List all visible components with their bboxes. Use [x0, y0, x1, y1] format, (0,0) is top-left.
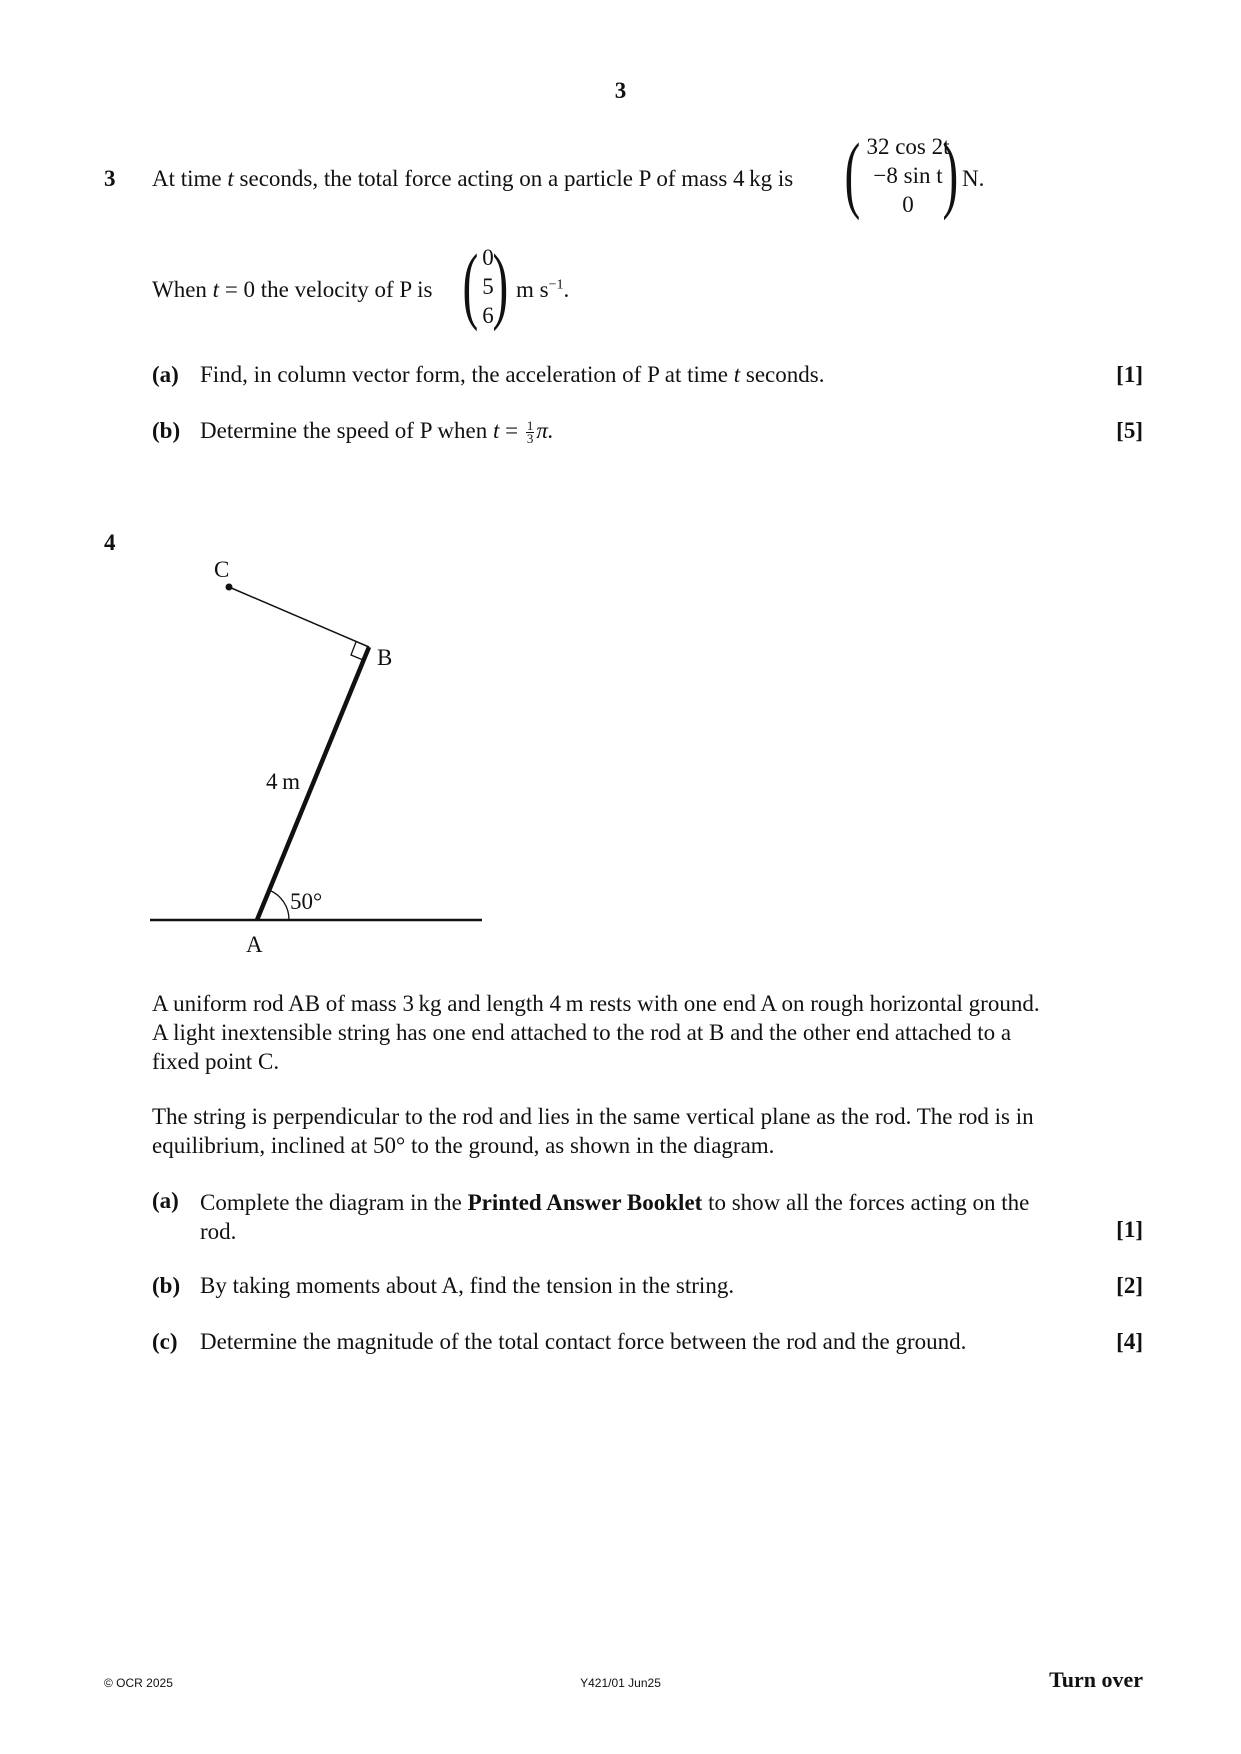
q4-paragraph-2 — [152, 1102, 1132, 1160]
q3b-equals: = — [505, 418, 519, 443]
velocity-vector-right-paren: ) — [492, 236, 509, 332]
force-unit: N. — [962, 166, 985, 191]
q4c-text: Determine the magnitude of the total contact force between the rod and the ground. — [200, 1329, 967, 1354]
q4-para1-line2: A light inextensible string has one end attached to the rod at B and the other end attached to a — [152, 1020, 1012, 1045]
q4a-text-2: to show all the forces acting on the — [708, 1190, 1030, 1215]
q4b-marks: [2] — [1116, 1273, 1143, 1298]
string-bc — [229, 587, 369, 647]
question-4-number: 4 — [104, 530, 116, 555]
q3-intro-text-1: At time — [152, 166, 222, 191]
q4-para1-line3: fixed point C. — [152, 1049, 280, 1074]
angle-arc — [269, 890, 289, 920]
q3b-label: (b) — [152, 418, 181, 443]
velocity-vector-row-2: 5 — [482, 274, 494, 299]
q3-when-var-t: t — [212, 277, 220, 302]
velocity-unit-end: . — [563, 277, 570, 302]
force-vector-left-paren: ( — [844, 125, 861, 221]
q3-intro-var-t: t — [227, 166, 234, 191]
q4-para1-line1: A uniform rod AB of mass 3 kg and length 4 m rests with one end A on rough horizontal ground. — [152, 991, 1040, 1016]
q4a-label: (a) — [152, 1188, 179, 1213]
q4a-text-1: Complete the diagram in the — [200, 1190, 462, 1215]
footer-copyright: © OCR 2025 — [104, 1676, 173, 1690]
q3b-fraction-numerator: 1 — [526, 418, 534, 434]
force-vector-row-2: −8 sin t — [873, 163, 943, 188]
q3a-var-t: t — [733, 362, 741, 387]
q4a-text-line2: rod. — [200, 1219, 237, 1244]
force-vector-row-1: 32 cos 2t — [866, 134, 950, 159]
right-angle-marker — [351, 642, 363, 660]
q3b-fraction-denominator: 3 — [526, 431, 534, 447]
length-label: 4 m — [266, 769, 300, 794]
velocity-unit-exponent: −1 — [548, 277, 564, 293]
question-3-number: 3 — [104, 166, 116, 191]
q3a-label: (a) — [152, 362, 179, 387]
q4-para2-line1: The string is perpendicular to the rod and lies in the same vertical plane as the rod. The rod is in — [152, 1104, 1034, 1129]
q3b-marks: [5] — [1116, 418, 1143, 443]
q4a-marks: [1] — [1116, 1217, 1143, 1242]
q4b-label: (b) — [152, 1273, 181, 1298]
q4-para2-line2: equilibrium, inclined at 50° to the ground, as shown in the diagram. — [152, 1133, 775, 1158]
q3a-marks: [1] — [1116, 362, 1143, 387]
q4c-label: (c) — [152, 1329, 178, 1354]
point-c-dot — [226, 584, 233, 591]
force-vector-row-3: 0 — [902, 192, 914, 217]
q4a-bold: Printed Answer Booklet — [467, 1190, 703, 1215]
q3-when-rest: = 0 the velocity of P is — [224, 277, 433, 302]
velocity-vector-left-paren: ( — [462, 236, 479, 332]
q3b-var-t: t — [492, 418, 500, 443]
q3-when: When — [152, 277, 207, 302]
label-c: C — [214, 557, 230, 582]
page-number: 3 — [614, 78, 627, 103]
q3a-text-2: seconds. — [745, 362, 825, 387]
q4a-text — [200, 1188, 1029, 1246]
label-a: A — [246, 932, 263, 957]
q3b-pi: π. — [536, 418, 554, 443]
q4-paragraph-1 — [152, 989, 1132, 1076]
angle-label: 50° — [290, 889, 323, 914]
q3a-text-1: Find, in column vector form, the acceleration of P at time — [200, 362, 728, 387]
q4b-text: By taking moments about A, find the tension in the string. — [200, 1273, 735, 1298]
velocity-unit-text: m s — [516, 277, 549, 302]
q3b-text-1: Determine the speed of P when — [200, 418, 488, 443]
q4c-marks: [4] — [1116, 1329, 1143, 1354]
label-b: B — [377, 645, 393, 670]
footer-paper-code: Y421/01 Jun25 — [580, 1676, 661, 1690]
velocity-vector-row-3: 6 — [482, 303, 494, 328]
q3-intro-text-2: seconds, the total force acting on a particle P of mass 4 kg is — [239, 166, 794, 191]
velocity-vector-row-1: 0 — [482, 245, 494, 270]
force-vector-right-paren: ) — [942, 125, 959, 221]
footer-turn-over: Turn over — [1049, 1667, 1143, 1692]
